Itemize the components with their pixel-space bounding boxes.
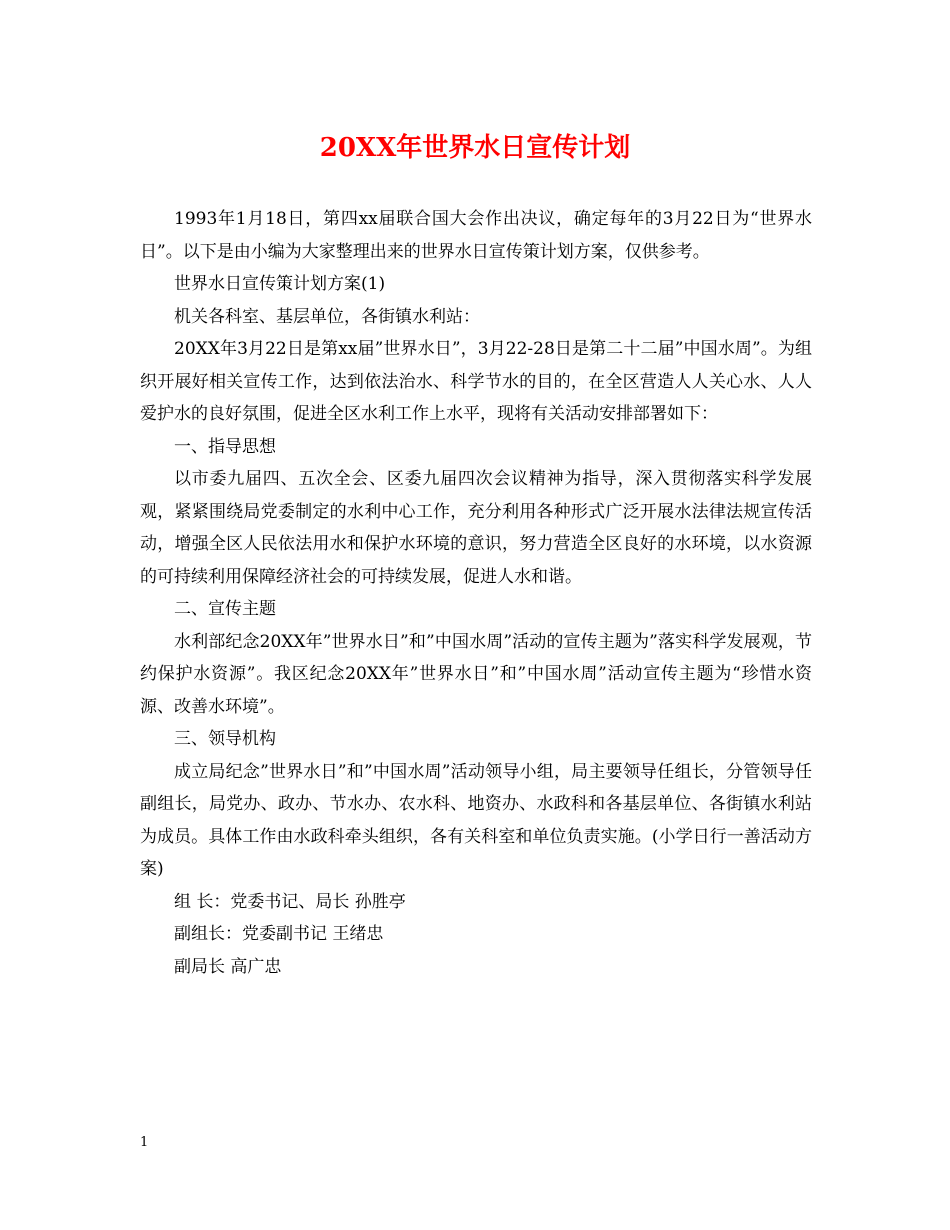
- section-heading-theme: 二、宣传主题: [174, 599, 276, 619]
- paragraph-background: 20XX年3月22日是第xx届”世界水日”，3月22-28日是第二十二届”中国水周”。为组织开展好相关宣传工作，达到依法治水、科学节水的目的，在全区营造人人关心水、人人爱护水的良好氛围，促进全区水利工作上水平，现将有关活动安排部署如下：: [140, 339, 812, 424]
- paragraph-team-leader: 组 长：党委书记、局长 孙胜亭: [174, 891, 406, 912]
- section-heading-guiding-thought: 一、指导思想: [174, 436, 276, 457]
- paragraph-deputy-director: 副局长 高广忠: [174, 956, 282, 977]
- paragraph-deputy-leader: 副组长：党委副书记 王绪忠: [174, 924, 384, 944]
- document-body: [140, 203, 812, 983]
- paragraph-leadership: 成立局纪念”世界水日”和”中国水周”活动领导小组，局主要领导任组长，分管领导任副组长，局党办、政办、节水办、农水科、地资办、水政科和各基层单位、各街镇水利站为成员。具体工作由水政科牵头组织，各有关科室和单位负责实施。(小学日行一善活动方案): [140, 761, 812, 879]
- paragraph-theme: 水利部纪念20XX年”世界水日”和”中国水周”活动的宣传主题为”落实科学发展观，节约保护水资源”。我区纪念20XX年”世界水日”和”中国水周”活动宣传主题为“珍惜水资源、改善水环境”。: [140, 631, 812, 717]
- paragraph-salutation: 机关各科室、基层单位，各街镇水利站：: [174, 306, 480, 327]
- section-heading-leadership: 三、领导机构: [174, 729, 276, 749]
- page-number: 1: [140, 1135, 149, 1150]
- paragraph-plan-heading: 世界水日宣传策计划方案(1): [174, 274, 386, 294]
- paragraph-intro: 1993年1月18日，第四xx届联合国大会作出决议，确定每年的3月22日为“世界水日”。以下是由小编为大家整理出来的世界水日宣传策计划方案，仅供参考。: [140, 209, 812, 262]
- document-title: 20XX年世界水日宣传计划: [319, 133, 631, 163]
- paragraph-guiding-thought: 以市委九届四、五次全会、区委九届四次会议精神为指导，深入贯彻落实科学发展观，紧紧围绕局党委制定的水利中心工作，充分利用各种形式广泛开展水法律法规宣传活动，增强全区人民依法用水和保护水环境的意识，努力营造全区良好的水环境，以水资源的可持续利用保障经济社会的可持续发展，促进人水和谐。: [140, 469, 812, 587]
